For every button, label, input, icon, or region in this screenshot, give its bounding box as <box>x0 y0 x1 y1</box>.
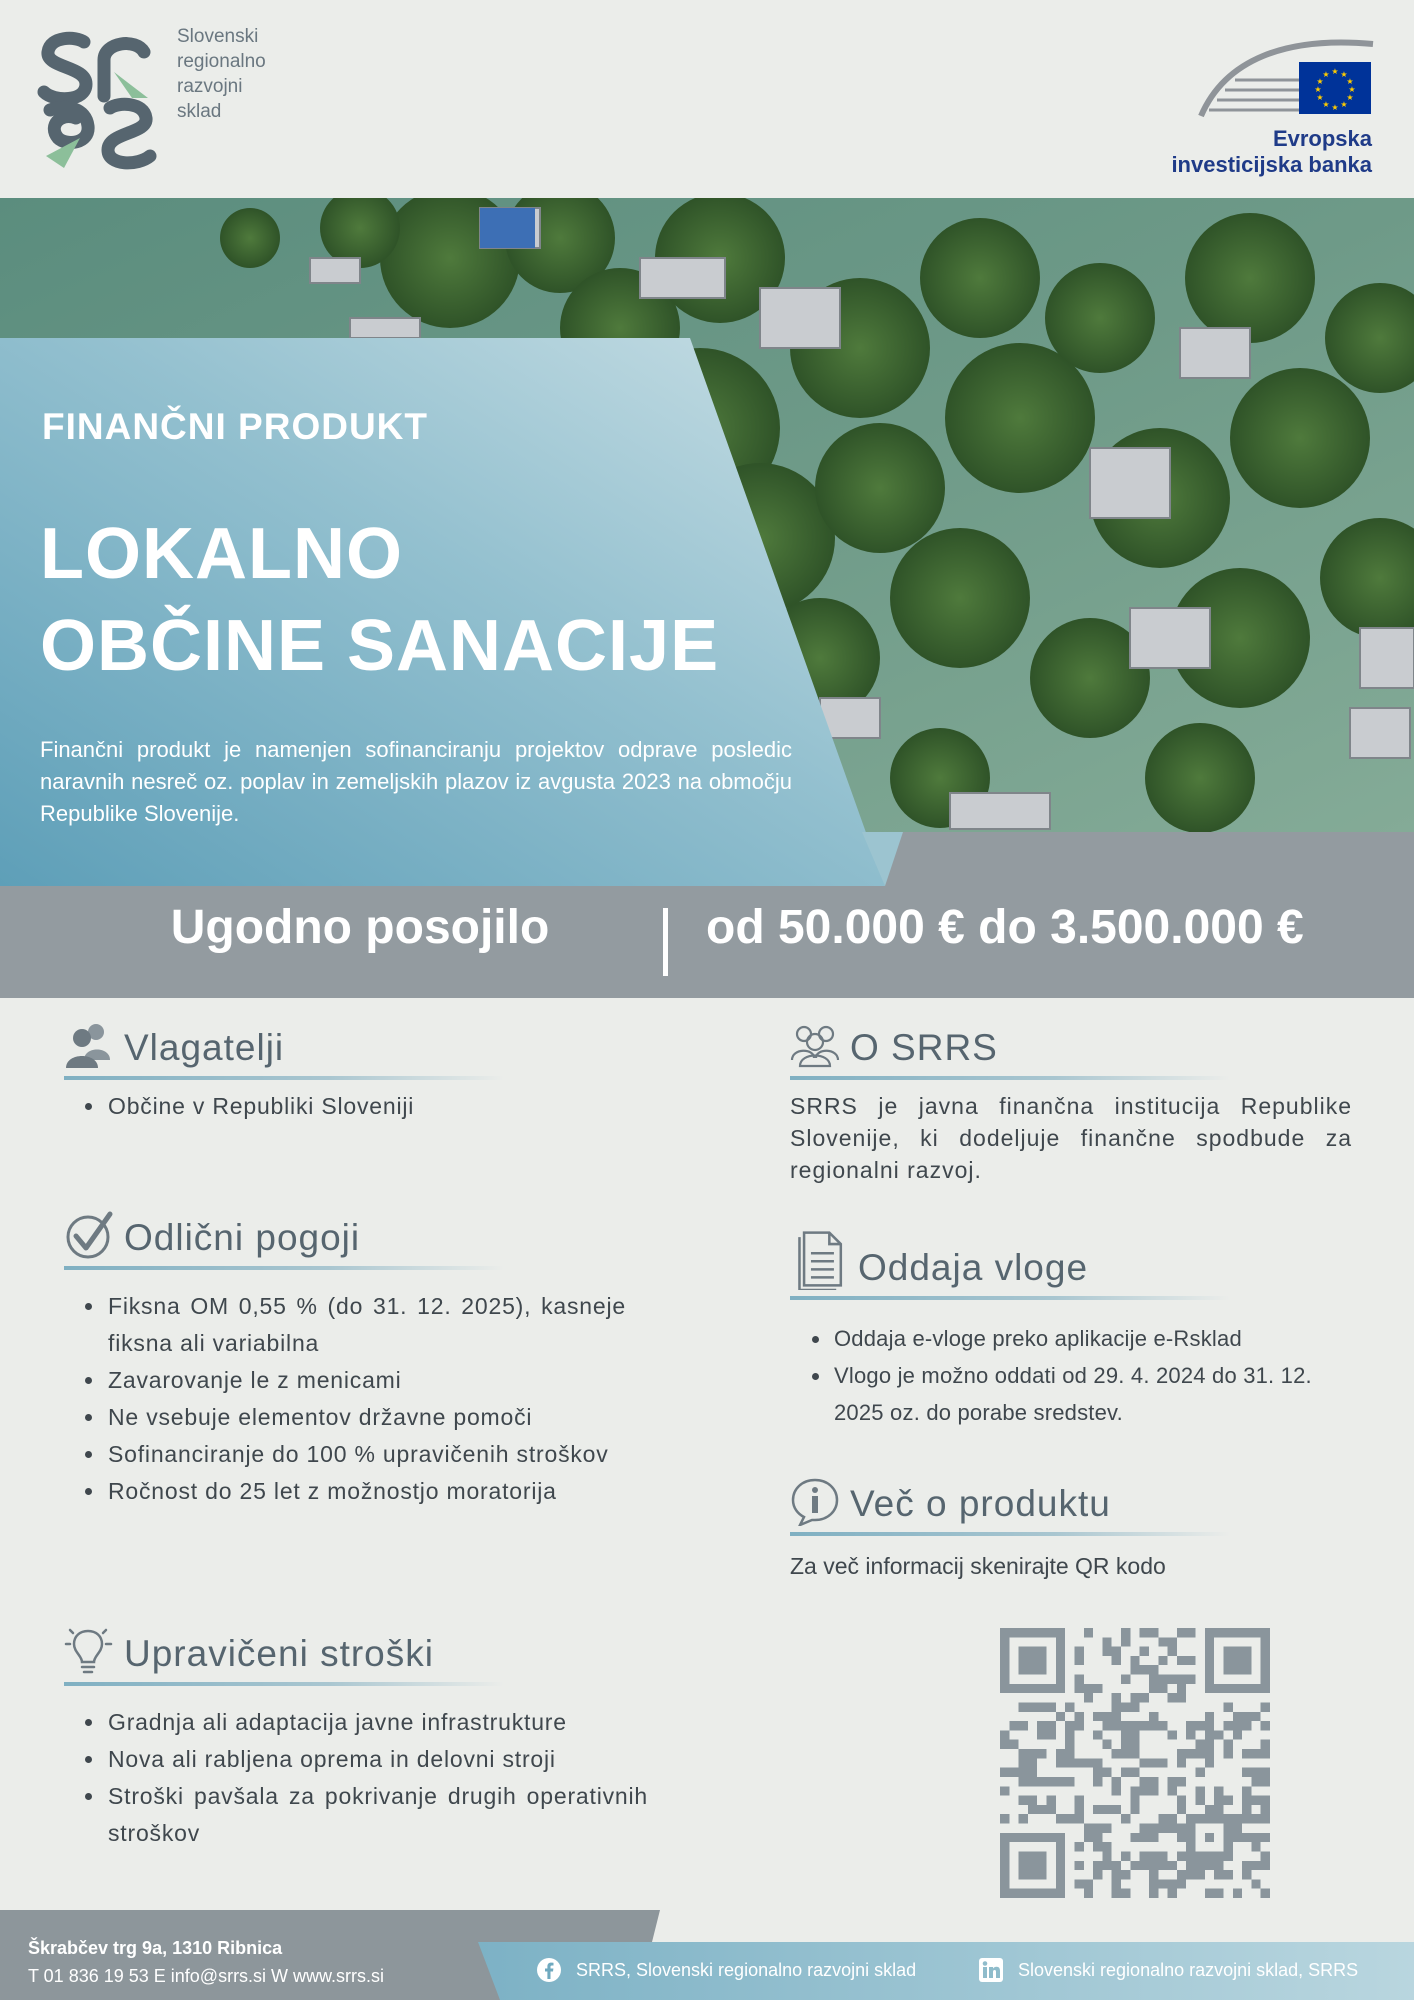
facebook-label: SRRS, Slovenski regionalno razvojni sklad <box>576 1959 917 1980</box>
section-title: O SRRS <box>850 1027 998 1068</box>
section-pogoji <box>64 1210 626 1510</box>
section-header <box>790 1228 1352 1290</box>
list-item: • Sofinanciranje do 100 % upravičenih stroškov <box>106 1436 626 1473</box>
list-item: • Gradnja ali adaptacija javne infrastrukture <box>106 1704 648 1741</box>
kicker: FINANČNI PRODUKT <box>42 406 428 447</box>
svg-text:★: ★ <box>1340 100 1348 109</box>
intro-text: Finančni produkt je namenjen sofinanciranju projektov odprave posledic naravnih nesreč oz. poplav in zemeljskih plazov iz avgusta 2023 na območju Republike Slovenije. <box>40 737 792 826</box>
qr-code[interactable] <box>1000 1628 1270 1898</box>
svg-text:★: ★ <box>1316 93 1324 102</box>
svg-text:★: ★ <box>1314 85 1322 94</box>
linkedin-icon <box>978 1957 1004 1983</box>
eib-name: Evropska investicijska banka <box>1171 126 1372 177</box>
list-item: • Ročnost do 25 let z možnostjo moratorija <box>106 1473 626 1510</box>
section-vec <box>790 1476 1352 1582</box>
loan-label: Ugodno posojilo <box>170 901 550 954</box>
list-item: • Stroški pavšala za pokrivanje drugih operativnih stroškov <box>106 1778 648 1852</box>
eib-logo <box>1195 30 1375 118</box>
title-line-1: LOKALNO <box>40 514 403 594</box>
vlagatelji-list <box>64 1088 624 1125</box>
section-title: Odlični pogoji <box>124 1217 361 1258</box>
lightbulb-icon <box>64 1626 114 1676</box>
section-rule <box>790 1532 1230 1536</box>
section-title: Upravičeni stroški <box>124 1633 434 1674</box>
title-line-2: OBČINE SANACIJE <box>40 606 720 686</box>
section-header <box>790 1476 1352 1526</box>
loan-range: od 50.000 € do 3.500.000 € <box>706 901 1304 954</box>
people-icon <box>64 1020 114 1070</box>
oddaja-list <box>790 1320 1352 1431</box>
svg-text:★: ★ <box>1316 77 1324 86</box>
list-item: • Fiksna OM 0,55 % (do 31. 12. 2025), kasneje fiksna ali variabilna <box>106 1288 626 1362</box>
page-title <box>40 508 719 692</box>
vec-text: Za več informacij skenirajte QR kodo <box>790 1553 1166 1579</box>
facebook-link[interactable] <box>536 1957 916 1983</box>
svg-text:★: ★ <box>1346 77 1354 86</box>
section-stroski <box>64 1626 648 1852</box>
footer-contacts[interactable]: T 01 836 19 53 E info@srrs.si W www.srrs.si <box>28 1966 385 1986</box>
section-title: Več o produktu <box>850 1483 1111 1524</box>
checkmark-circle-icon <box>64 1210 114 1260</box>
facebook-icon <box>536 1957 562 1983</box>
section-rule <box>790 1296 1230 1300</box>
svg-text:★: ★ <box>1322 70 1330 79</box>
section-title: Oddaja vloge <box>858 1247 1089 1288</box>
o-srrs-text: SRRS je javna finančna institucija Republike Slovenije, ki dodeljuje finančne spodbude za regionalni razvoj. <box>790 1093 1352 1183</box>
pogoji-list <box>64 1288 626 1510</box>
linkedin-label: Slovenski regionalno razvojni sklad, SRRS <box>1018 1959 1359 1980</box>
srrs-name: Slovenski regionalno razvojni sklad <box>177 26 266 122</box>
linkedin-link[interactable] <box>978 1957 1358 1983</box>
section-header <box>64 1210 626 1260</box>
banner-divider <box>663 908 668 976</box>
svg-text:★: ★ <box>1346 93 1354 102</box>
section-oddaja <box>790 1228 1352 1431</box>
list-item: • Občine v Republiki Sloveniji <box>106 1088 624 1125</box>
list-item: • Nova ali rabljena oprema in delovni stroji <box>106 1741 648 1778</box>
footer-address: Škrabčev trg 9a, 1310 Ribnica <box>28 1938 283 1958</box>
section-header <box>64 1626 648 1676</box>
info-icon <box>790 1476 840 1526</box>
hero <box>0 198 1414 998</box>
svg-text:★: ★ <box>1348 85 1356 94</box>
group-icon <box>790 1020 840 1070</box>
section-header <box>790 1020 1352 1070</box>
list-item: • Vlogo je možno oddati od 29. 4. 2024 do 31. 12. 2025 oz. do porabe sredstev. <box>832 1357 1352 1431</box>
section-vlagatelji <box>64 1020 624 1125</box>
svg-text:★: ★ <box>1331 67 1339 76</box>
section-o-srrs <box>790 1020 1352 1186</box>
stroski-list <box>64 1704 648 1852</box>
section-rule <box>64 1266 504 1270</box>
section-title: Vlagatelji <box>124 1027 285 1068</box>
section-header <box>64 1020 624 1070</box>
list-item: • Zavarovanje le z menicami <box>106 1362 626 1399</box>
section-rule <box>64 1682 504 1686</box>
section-rule <box>790 1076 1230 1080</box>
list-item: • Oddaja e-vloge preko aplikacije e-Rsklad <box>832 1320 1352 1357</box>
svg-text:★: ★ <box>1340 70 1348 79</box>
section-rule <box>64 1076 504 1080</box>
svg-text:★: ★ <box>1331 103 1339 112</box>
document-icon <box>790 1228 848 1290</box>
srrs-logo <box>36 28 158 170</box>
svg-text:★: ★ <box>1322 100 1330 109</box>
list-item: • Ne vsebuje elementov državne pomoči <box>106 1399 626 1436</box>
